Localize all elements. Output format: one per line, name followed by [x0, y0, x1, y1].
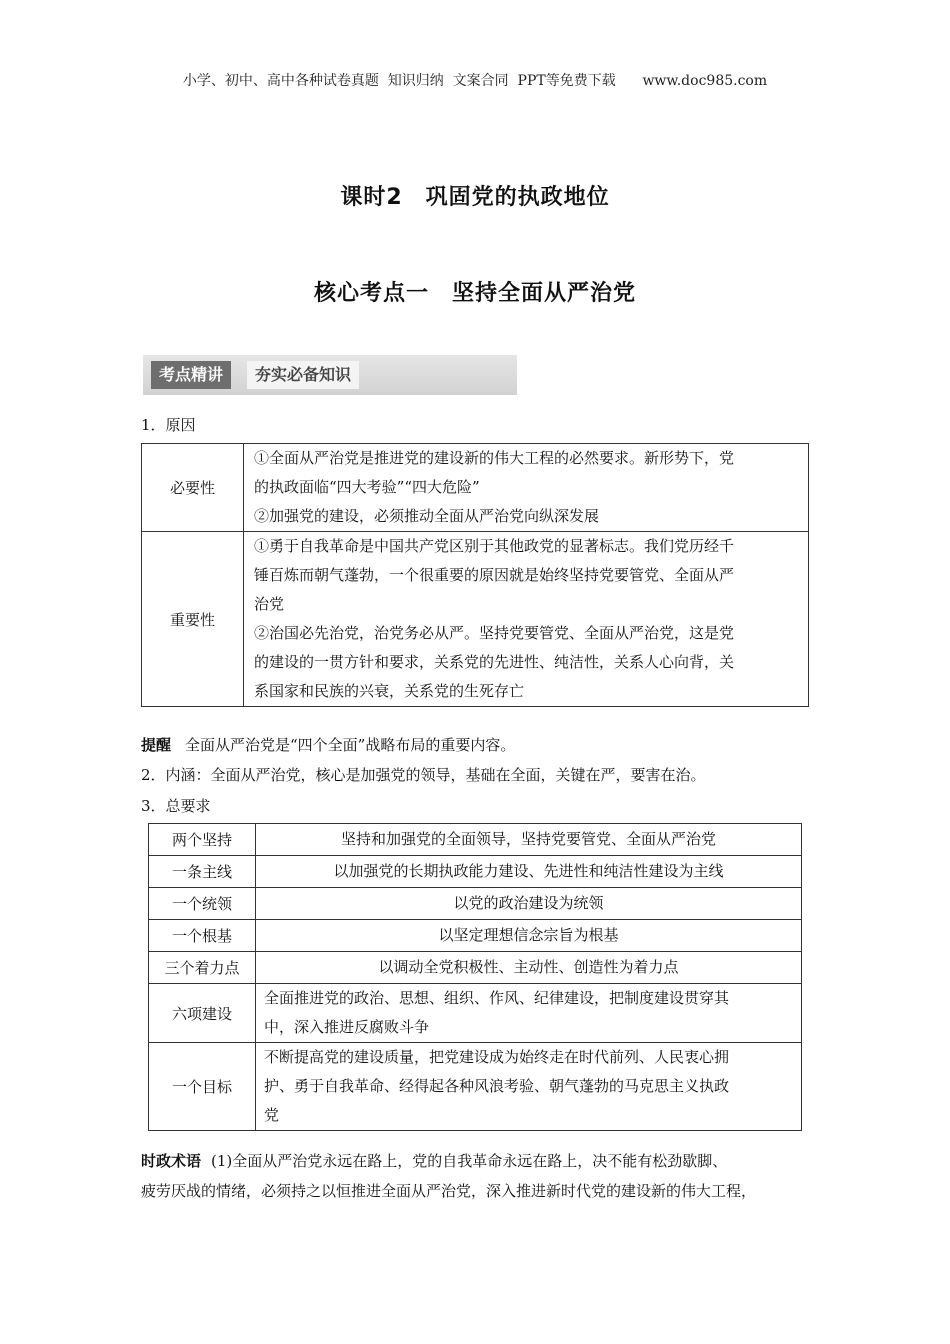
content-line: 以党的政治建设为统领 [453, 894, 604, 912]
table-row [142, 444, 809, 532]
content-line: 党 [264, 1106, 280, 1124]
table-row [149, 920, 802, 952]
section-title: 核心考点一 坚持全面从严治党 [313, 281, 636, 306]
row-content [244, 444, 809, 532]
page-header: 小学、初中、高中各种试卷真题 知识归纳 文案合同 PPT等免费下载 www.doc985.com [182, 73, 768, 89]
content-line: 治党 [254, 595, 285, 613]
content-line: 坚持和加强党的全面领导，坚持党要管党、全面从严治党 [340, 830, 716, 848]
content-line: 不断提高党的建设质量，把党建设成为始终走在时代前列、人民衷心拥 [264, 1048, 730, 1066]
row-content [256, 824, 802, 856]
news-line: (1)全面从严治党永远在路上，党的自我革命永远在路上，决不能有松劲歇脚、 [211, 1152, 728, 1170]
row-label: 六项建设 [149, 984, 256, 1043]
content-line: 以调动全党积极性、主动性、创造性为着力点 [378, 958, 679, 976]
table-row [149, 824, 802, 856]
row-label: 一个目标 [149, 1043, 256, 1131]
connotation-text: 全面从严治党，核心是加强党的领导，基础在全面，关键在严，要害在治。 [210, 766, 706, 784]
table-row [149, 1043, 802, 1131]
news-terms-label: 时政术语 [141, 1152, 202, 1170]
banner-tag: 考点精讲 [151, 361, 231, 389]
content-line: 以加强党的长期执政能力建设、先进性和纯洁性建设为主线 [333, 862, 724, 880]
requirements-heading: 3．总要求 [141, 797, 211, 815]
requirements-table [148, 823, 802, 1131]
row-content [256, 888, 802, 920]
row-content [256, 856, 802, 888]
news-terms [141, 1146, 821, 1206]
row-label: 两个坚持 [149, 824, 256, 856]
row-content [256, 920, 802, 952]
content-line: ②加强党的建设，必须推动全面从严治党向纵深发展 [254, 507, 600, 525]
content-line: 护、勇于自我革命、经得起各种风浪考验、朝气蓬勃的马克思主义执政 [264, 1077, 730, 1095]
row-label: 一条主线 [149, 856, 256, 888]
news-line: 疲劳厌战的情绪，必须持之以恒推进全面从严治党，深入推进新时代党的建设新的伟大工程， [141, 1182, 757, 1200]
row-label: 必要性 [142, 444, 244, 532]
row-content [256, 952, 802, 984]
content-line: 的执政面临“四大考验”“四大危险” [254, 478, 480, 496]
content-line: 中，深入推进反腐败斗争 [264, 1018, 430, 1036]
content-line: 锤百炼而朝气蓬勃，一个很重要的原因就是始终坚持党要管党、全面从严 [254, 566, 735, 584]
content-line: ①全面从严治党是推进党的建设新的伟大工程的必然要求。新形势下，党 [254, 449, 735, 467]
table-row [142, 532, 809, 707]
row-content [256, 1043, 802, 1131]
reasons-heading: 1．原因 [141, 416, 196, 434]
table-row [149, 856, 802, 888]
content-line: 全面推进党的政治、思想、组织、作风、纪律建设，把制度建设贯穿其 [264, 989, 730, 1007]
lesson-title: 课时2 巩固党的执政地位 [340, 185, 610, 210]
connotation [141, 764, 706, 785]
content-line: 的建设的一贯方针和要求，关系党的先进性、纯洁性，关系人心向背，关 [254, 653, 735, 671]
section-banner [143, 355, 517, 395]
row-label: 一个统领 [149, 888, 256, 920]
row-label: 一个根基 [149, 920, 256, 952]
table-row [149, 888, 802, 920]
content-line: ①勇于自我革命是中国共产党区别于其他政党的显著标志。我们党历经千 [254, 537, 735, 555]
reminder-text: 全面从严治党是“四个全面”战略布局的重要内容。 [185, 736, 516, 754]
reminder-label: 提醒 [141, 736, 172, 754]
content-line: ②治国必先治党，治党务必从严。坚持党要管党、全面从严治党，这是党 [254, 624, 735, 642]
table-row [149, 952, 802, 984]
row-label: 重要性 [142, 532, 244, 707]
table-row [149, 984, 802, 1043]
reminder [141, 734, 515, 755]
banner-subtitle: 夯实必备知识 [247, 361, 359, 389]
content-line: 系国家和民族的兴衰，关系党的生死存亡 [254, 682, 525, 700]
row-content [256, 984, 802, 1043]
row-content [244, 532, 809, 707]
content-line: 以坚定理想信念宗旨为根基 [438, 926, 619, 944]
reasons-table [141, 443, 809, 707]
row-label: 三个着力点 [149, 952, 256, 984]
connotation-label: 2．内涵： [141, 766, 211, 784]
